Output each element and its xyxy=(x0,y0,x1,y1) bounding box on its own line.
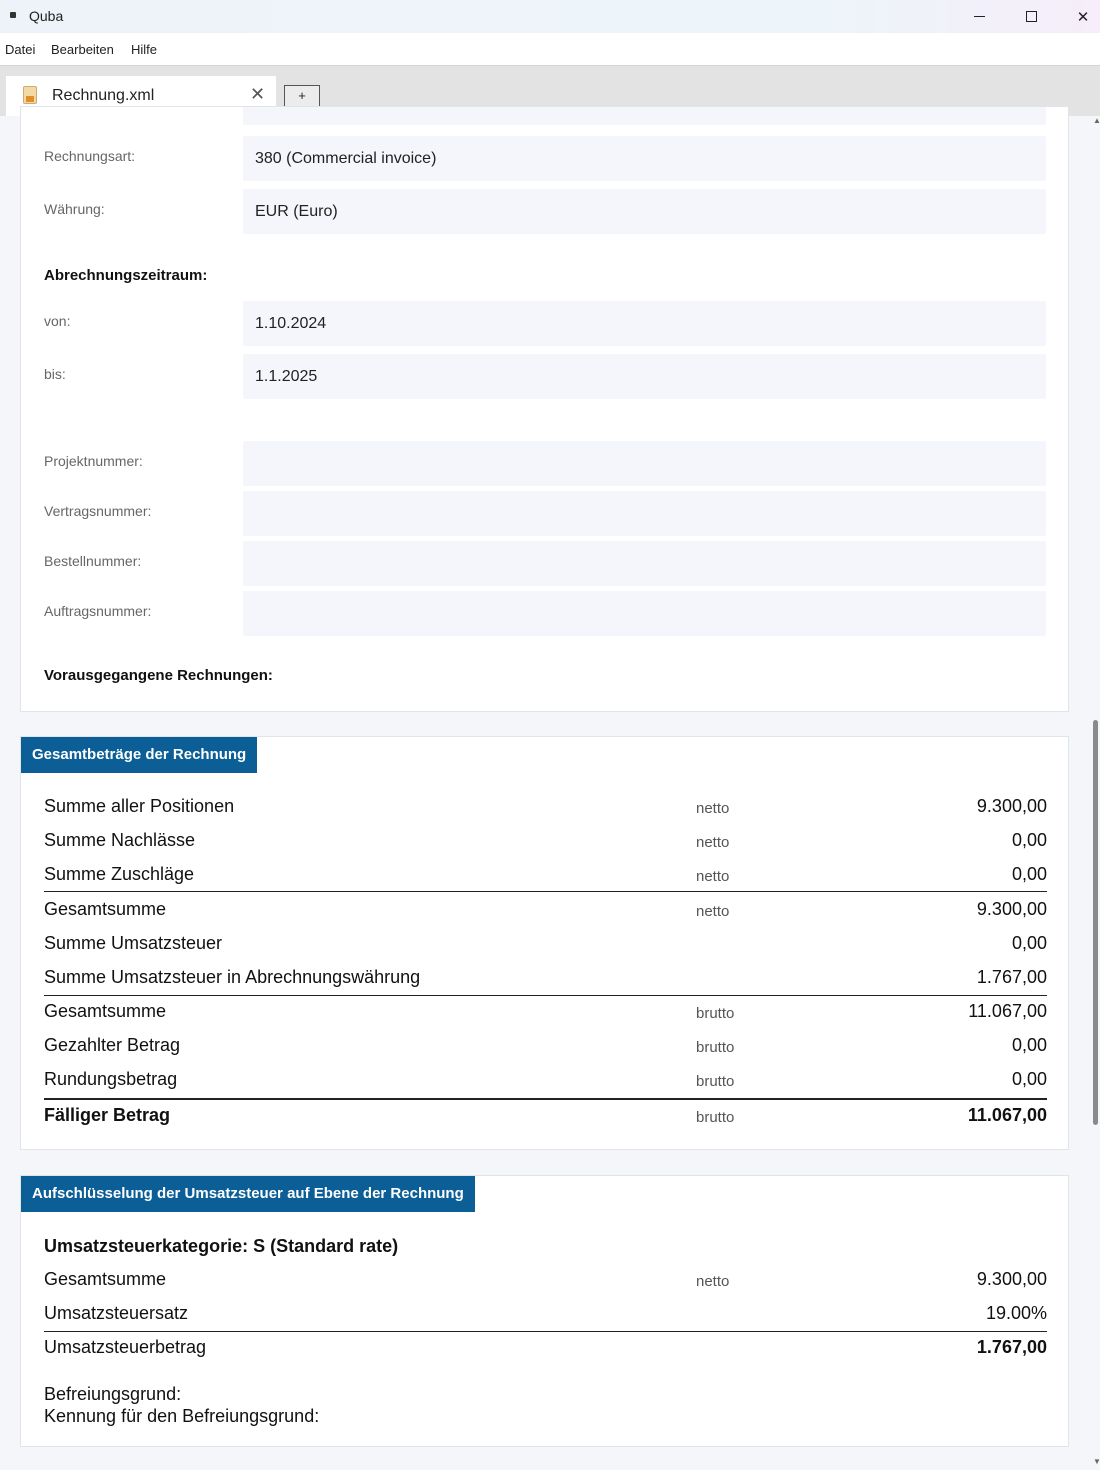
vat-amount-value: 1.767,00 xyxy=(976,1337,1047,1357)
exemption-code-label: Kennung für den Befreiungsgrund: xyxy=(44,1406,320,1426)
vat-breakdown-card xyxy=(20,1175,1069,1447)
totals-row-value: 9.300,00 xyxy=(976,899,1047,919)
invoice-type-value: 380 (Commercial invoice) xyxy=(255,150,437,167)
contract-number-field xyxy=(243,491,1046,536)
minimize-button[interactable] xyxy=(956,0,1002,33)
close-icon: ✕ xyxy=(1076,8,1090,26)
scroll-down-arrow[interactable]: ▼ xyxy=(1093,1457,1101,1466)
maximize-button[interactable] xyxy=(1008,0,1054,33)
totals-row-basis: netto xyxy=(696,834,730,851)
menu-datei[interactable]: Datei xyxy=(5,42,36,57)
vat-category-heading: Umsatzsteuerkategorie: S (Standard rate) xyxy=(44,1236,399,1256)
contract-number-label: Vertragsnummer: xyxy=(44,503,152,519)
totals-row-value: 9.300,00 xyxy=(976,796,1047,816)
vat-amount-row xyxy=(44,1337,1047,1371)
menu-bar xyxy=(0,33,1100,66)
app-icon xyxy=(10,12,16,18)
totals-row-basis: netto xyxy=(696,800,730,817)
previous-invoices-heading: Vorausgegangene Rechnungen: xyxy=(44,667,273,684)
totals-row-label: Summe Umsatzsteuer in Abrechnungswährung xyxy=(44,967,421,987)
totals-row-value: 0,00 xyxy=(1011,933,1047,953)
divider xyxy=(44,1098,1047,1100)
totals-title: Gesamtbeträge der Rechnung xyxy=(21,737,257,773)
period-from-value: 1.10.2024 xyxy=(255,315,327,332)
order-number-label: Bestellnummer: xyxy=(44,553,142,569)
close-window-button[interactable] xyxy=(1060,0,1106,33)
vat-row-basis: netto xyxy=(696,1273,730,1290)
sales-order-number-label: Auftragsnummer: xyxy=(44,603,152,619)
totals-row-basis: netto xyxy=(696,903,730,920)
currency-label: Währung: xyxy=(44,201,105,217)
totals-row xyxy=(44,899,1047,933)
totals-card xyxy=(20,736,1069,1150)
tab-label: Rechnung.xml xyxy=(52,87,155,104)
totals-row-basis: brutto xyxy=(696,1073,735,1090)
period-from-field xyxy=(243,301,1046,346)
totals-row-basis: netto xyxy=(696,868,730,885)
totals-row-label: Summe aller Positionen xyxy=(44,796,235,816)
period-to-field xyxy=(243,354,1046,399)
maximize-icon xyxy=(1026,11,1037,22)
totals-row xyxy=(44,830,1047,864)
sales-order-number-field xyxy=(243,591,1046,636)
menu-hilfe[interactable]: Hilfe xyxy=(131,42,158,57)
vat-row-label: Gesamtsumme xyxy=(44,1269,167,1289)
totals-row-label: Summe Umsatzsteuer xyxy=(44,933,223,953)
currency-value: EUR (Euro) xyxy=(255,203,338,220)
totals-row-basis: brutto xyxy=(696,1039,735,1056)
amount-due-basis: brutto xyxy=(696,1109,735,1126)
divider xyxy=(44,995,1047,996)
totals-row-value: 1.767,00 xyxy=(976,967,1047,987)
totals-row-label: Gesamtsumme xyxy=(44,899,167,919)
totals-row xyxy=(44,1035,1047,1069)
title-bar xyxy=(0,0,1100,33)
order-number-field xyxy=(243,541,1046,586)
totals-row-basis: brutto xyxy=(696,1005,735,1022)
scroll-up-arrow[interactable]: ▲ xyxy=(1093,116,1101,125)
vat-row-value: 19.00% xyxy=(985,1303,1047,1323)
totals-row xyxy=(44,796,1047,830)
exemption-reason-label: Befreiungsgrund: xyxy=(44,1384,182,1404)
period-from-label: von: xyxy=(44,313,71,329)
invoice-type-field xyxy=(243,136,1046,181)
invoice-details-card xyxy=(20,106,1069,712)
totals-row-value: 0,00 xyxy=(1011,830,1047,850)
currency-field xyxy=(243,189,1046,234)
amount-due-label: Fälliger Betrag xyxy=(44,1105,171,1125)
billing-period-heading: Abrechnungszeitraum: xyxy=(44,267,208,284)
totals-row-value: 0,00 xyxy=(1011,1069,1047,1089)
totals-row-label: Gesamtsumme xyxy=(44,1001,167,1021)
totals-row-label: Summe Nachlässe xyxy=(44,830,196,850)
tab-close-icon[interactable]: ✕ xyxy=(250,84,266,104)
divider xyxy=(44,891,1047,892)
totals-row xyxy=(44,864,1047,898)
amount-due-value: 11.067,00 xyxy=(967,1105,1047,1125)
totals-row-label: Summe Zuschläge xyxy=(44,864,195,884)
period-to-value: 1.1.2025 xyxy=(255,368,318,385)
project-number-label: Projektnummer: xyxy=(44,453,143,469)
period-to-label: bis: xyxy=(44,366,66,382)
document-view[interactable] xyxy=(0,116,1100,1470)
vat-row-value: 9.300,00 xyxy=(976,1269,1047,1289)
new-tab-button[interactable]: + xyxy=(284,85,320,107)
menu-bearbeiten[interactable]: Bearbeiten xyxy=(51,42,114,57)
minimize-icon xyxy=(974,16,985,17)
vat-amount-label: Umsatzsteuerbetrag xyxy=(44,1337,207,1357)
amount-due-row xyxy=(44,1105,1047,1139)
totals-row xyxy=(44,1001,1047,1035)
vertical-scrollbar[interactable] xyxy=(1093,720,1098,1125)
totals-row-label: Rundungsbetrag xyxy=(44,1069,178,1089)
totals-row-value: 0,00 xyxy=(1011,1035,1047,1055)
invoice-type-label: Rechnungsart: xyxy=(44,148,136,164)
field-box-partial xyxy=(243,107,1046,125)
vat-row-label: Umsatzsteuersatz xyxy=(44,1303,189,1323)
divider xyxy=(44,1331,1047,1332)
totals-row-value: 11.067,00 xyxy=(968,1001,1047,1021)
vat-row xyxy=(44,1269,1047,1303)
window-title: Quba xyxy=(29,8,64,24)
project-number-field xyxy=(243,441,1046,486)
totals-row xyxy=(44,933,1047,967)
totals-row-label: Gezahlter Betrag xyxy=(44,1035,181,1055)
vat-breakdown-title: Aufschlüsselung der Umsatzsteuer auf Ebene der Rechnung xyxy=(21,1176,475,1212)
xml-file-icon xyxy=(23,86,37,104)
totals-row-value: 0,00 xyxy=(1011,864,1047,884)
